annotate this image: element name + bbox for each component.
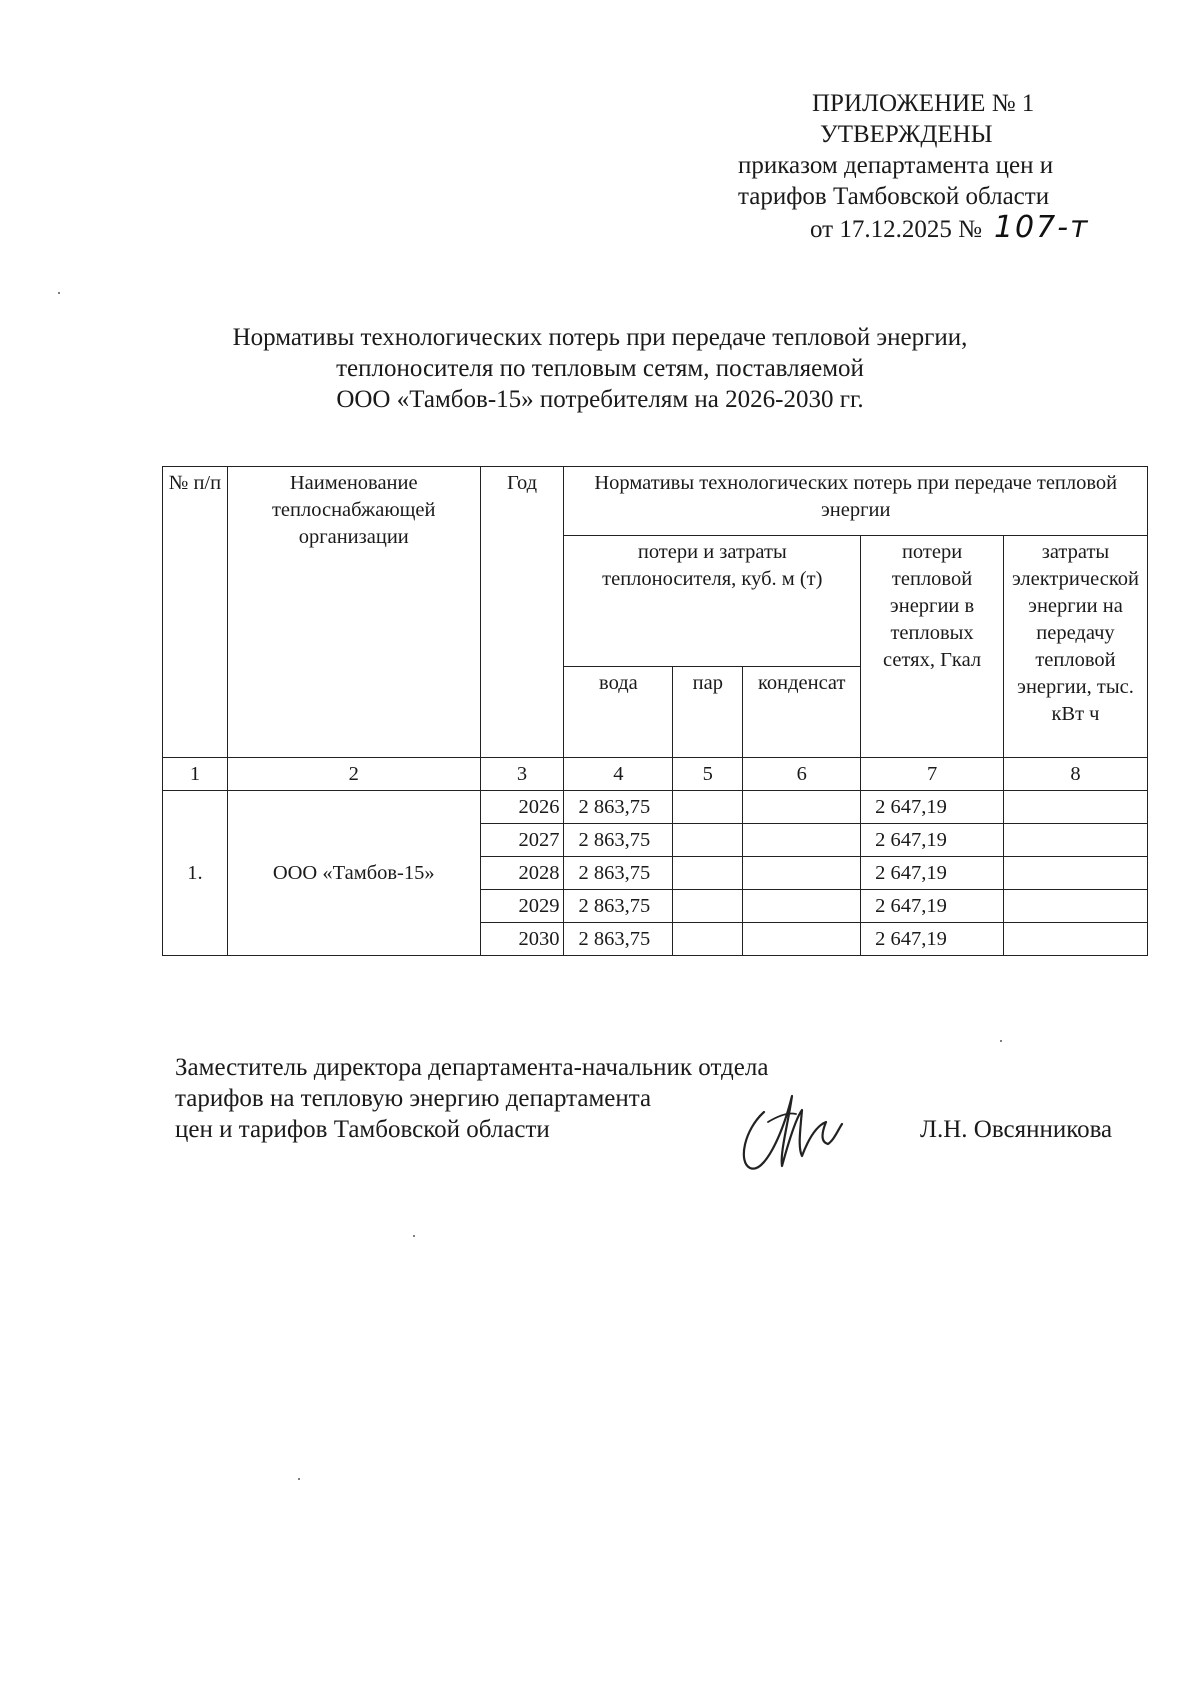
header-norms: Нормативы технологических потерь при передаче тепловой энергии — [564, 467, 1148, 536]
year-cell: 2030 — [480, 923, 564, 956]
water-cell: 2 863,75 — [564, 890, 673, 923]
header-year: Год — [480, 467, 564, 758]
column-number: 6 — [743, 758, 861, 791]
row-number: 1. — [163, 791, 228, 956]
electricity-cell — [1003, 923, 1147, 956]
condensate-cell — [743, 923, 861, 956]
electricity-cell — [1003, 824, 1147, 857]
header-row-1 — [163, 467, 1148, 536]
water-cell: 2 863,75 — [564, 923, 673, 956]
handwritten-order-number: 107-т — [993, 210, 1090, 245]
condensate-cell — [743, 890, 861, 923]
order-date-line — [720, 212, 1120, 245]
header-condensate: конденсат — [743, 667, 861, 758]
header-water: вода — [564, 667, 673, 758]
water-cell: 2 863,75 — [564, 824, 673, 857]
water-cell: 2 863,75 — [564, 857, 673, 890]
steam-cell — [673, 890, 743, 923]
electricity-cell — [1003, 890, 1147, 923]
heat-losses-cell: 2 647,19 — [861, 791, 1004, 824]
title-line-3: ООО «Тамбов-15» потребителям на 2026-2030 гг. — [336, 386, 864, 413]
heat-losses-cell: 2 647,19 — [861, 857, 1004, 890]
scan-speck — [413, 1235, 415, 1237]
year-cell: 2026 — [480, 791, 564, 824]
column-number: 1 — [163, 758, 228, 791]
header-num: № п/п — [163, 467, 228, 758]
steam-cell — [673, 791, 743, 824]
column-number: 3 — [480, 758, 564, 791]
table-row — [163, 791, 1148, 824]
condensate-cell — [743, 857, 861, 890]
organization-name: ООО «Тамбов-15» — [227, 791, 480, 956]
steam-cell — [673, 824, 743, 857]
position-line-1: Заместитель директора департамента-начальник отдела — [175, 1054, 769, 1081]
column-number: 2 — [227, 758, 480, 791]
year-cell: 2029 — [480, 890, 564, 923]
header-electricity: затраты электрической энергии на передачу тепловой энергии, тыс. кВт ч — [1003, 536, 1147, 758]
column-number: 5 — [673, 758, 743, 791]
steam-cell — [673, 857, 743, 890]
electricity-cell — [1003, 857, 1147, 890]
condensate-cell — [743, 791, 861, 824]
title-line-1: Нормативы технологических потерь при передаче тепловой энергии, — [232, 324, 968, 351]
position-line-2: тарифов на тепловую энергию департамента — [175, 1085, 652, 1112]
signatory-position — [175, 1052, 768, 1145]
norms-table — [162, 466, 1148, 956]
condensate-cell — [743, 824, 861, 857]
heat-losses-cell: 2 647,19 — [861, 824, 1004, 857]
appendix-label: ПРИЛОЖЕНИЕ № 1 — [812, 90, 1035, 117]
title-line-2: теплоносителя по тепловым сетям, поставляемой — [336, 355, 864, 382]
electricity-cell — [1003, 791, 1147, 824]
column-number-row — [163, 758, 1148, 791]
approved-label: УТВЕРЖДЕНЫ — [820, 121, 993, 148]
year-cell: 2028 — [480, 857, 564, 890]
order-line-1: приказом департамента цен и — [738, 152, 1054, 179]
scan-speck — [298, 1478, 300, 1480]
header-heat-losses: потери тепловой энергии в тепловых сетях, Гкал — [861, 536, 1004, 758]
order-date-prefix: от 17.12.2025 № — [810, 216, 982, 243]
scan-speck — [1000, 1040, 1002, 1042]
heat-losses-cell: 2 647,19 — [861, 890, 1004, 923]
position-line-3: цен и тарифов Тамбовской области — [175, 1116, 550, 1143]
column-number: 8 — [1003, 758, 1147, 791]
water-cell: 2 863,75 — [564, 791, 673, 824]
appendix-header — [720, 88, 1120, 245]
order-line-2: тарифов Тамбовской области — [738, 183, 1050, 210]
column-number: 7 — [861, 758, 1004, 791]
heat-losses-cell: 2 647,19 — [861, 923, 1004, 956]
header-coolant: потери и затраты теплоносителя, куб. м (т) — [564, 536, 861, 667]
header-organization: Наименование теплоснабжающей организации — [227, 467, 480, 758]
handwritten-signature — [738, 1082, 848, 1174]
scan-speck — [58, 292, 60, 294]
column-number: 4 — [564, 758, 673, 791]
signatory-name: Л.Н. Овсянникова — [920, 1116, 1113, 1143]
steam-cell — [673, 923, 743, 956]
year-cell: 2027 — [480, 824, 564, 857]
document-title — [150, 322, 1050, 415]
header-steam: пар — [673, 667, 743, 758]
